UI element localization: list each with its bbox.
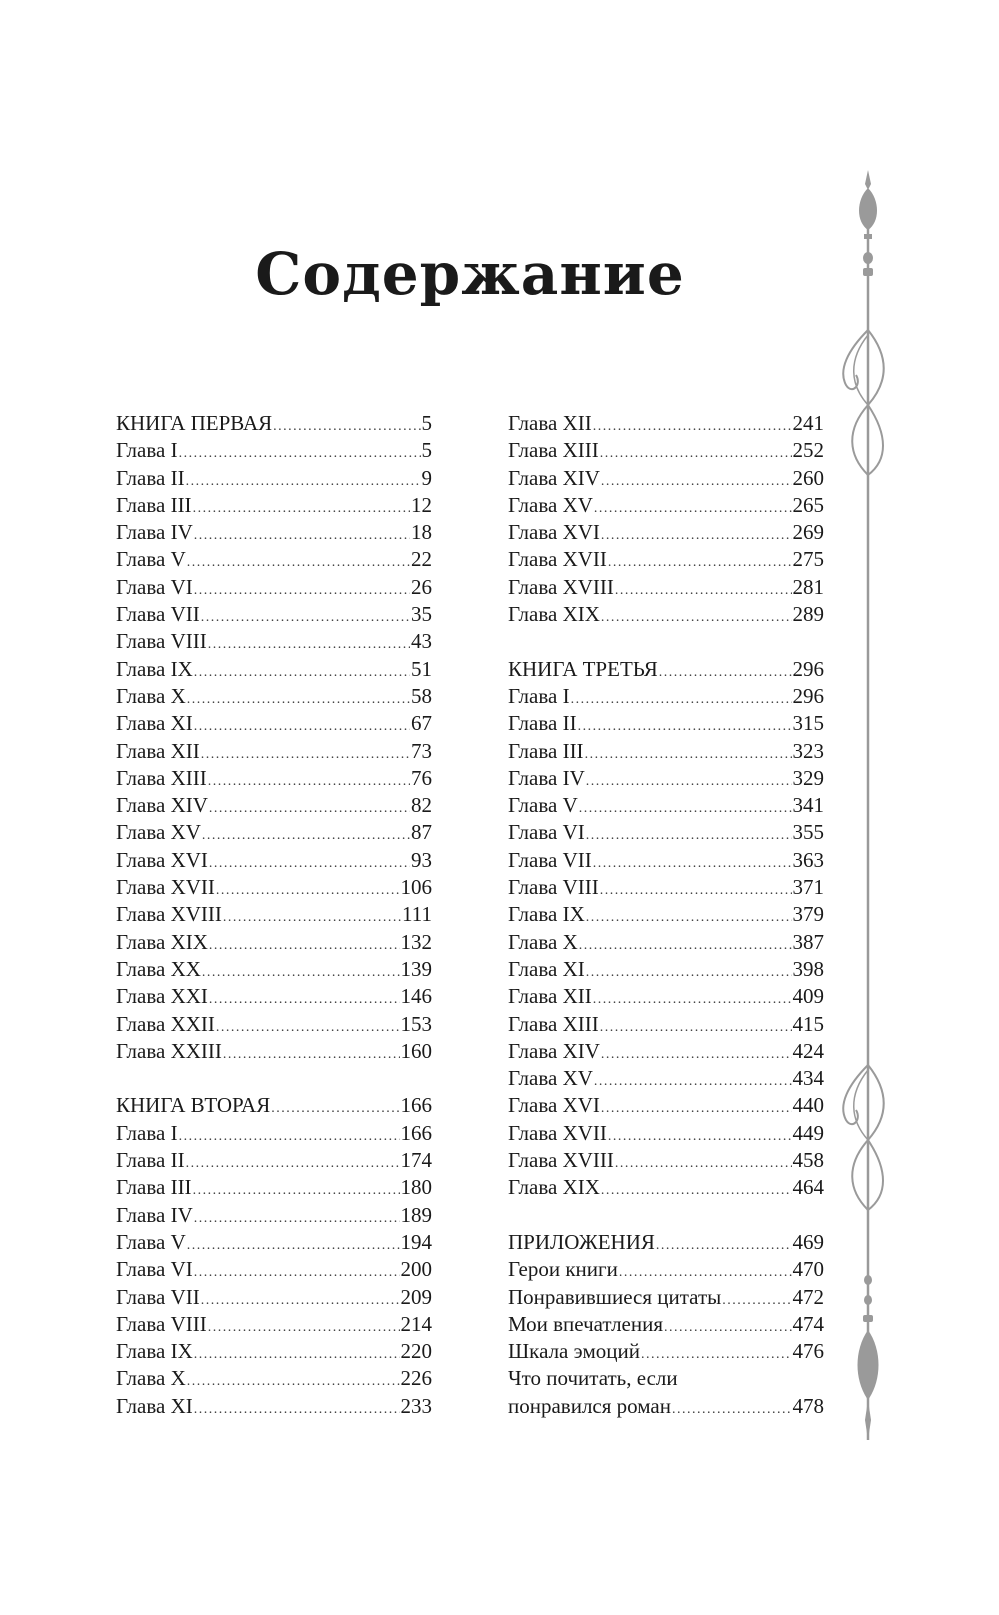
toc-page-number: 12 xyxy=(411,492,432,517)
toc-page-number: 106 xyxy=(400,875,432,900)
toc-entry xyxy=(508,1011,824,1038)
toc-entry xyxy=(508,983,824,1010)
decorative-vertical-flourish-icon xyxy=(838,170,898,1470)
toc-entry xyxy=(116,819,432,846)
toc-entry xyxy=(508,956,824,983)
dot-leader xyxy=(194,659,410,686)
toc-page-number: 93 xyxy=(411,847,432,872)
toc-page-number: 43 xyxy=(411,629,432,654)
toc-entry xyxy=(508,1311,824,1338)
toc-entry-label: понравился роман xyxy=(508,1393,671,1418)
toc-entry-label: Глава XXI xyxy=(116,984,208,1009)
toc-entry-label: Глава XII xyxy=(116,738,200,763)
toc-entry-label: Глава XIII xyxy=(508,1011,599,1036)
toc-page-number: 5 xyxy=(421,438,432,463)
toc-entry-label: Глава IV xyxy=(116,520,193,545)
dot-leader xyxy=(659,659,792,686)
dot-leader xyxy=(600,1014,792,1041)
toc-entry xyxy=(116,847,432,874)
toc-entry-label: Мои впечатления xyxy=(508,1311,664,1336)
dot-leader xyxy=(571,686,792,713)
toc-entry-label: Глава VI xyxy=(116,1257,193,1282)
toc-entry xyxy=(508,1229,824,1256)
dot-leader xyxy=(194,1205,400,1232)
toc-entry-label: Глава XVI xyxy=(508,520,600,545)
toc-entry xyxy=(508,1120,824,1147)
toc-entry-label: Глава VII xyxy=(116,1284,200,1309)
toc-entry xyxy=(116,546,432,573)
toc-entry xyxy=(508,819,824,846)
toc-entry-label: Глава I xyxy=(116,438,178,463)
dot-leader xyxy=(179,1123,400,1150)
toc-entry-label: Глава IX xyxy=(116,1339,193,1364)
toc-entry xyxy=(508,1038,824,1065)
dot-leader xyxy=(201,604,410,631)
toc-entry-label: КНИГА ВТОРАЯ xyxy=(116,1093,271,1118)
toc-right-column xyxy=(508,410,824,1420)
toc-entry-label: Понравившиеся цитаты xyxy=(508,1284,722,1309)
toc-entry xyxy=(116,519,432,546)
toc-entry-label: Глава XVIII xyxy=(116,902,222,927)
dot-leader xyxy=(615,1150,792,1177)
toc-page-number: 18 xyxy=(411,520,432,545)
toc-entry-label: Глава VIII xyxy=(116,1311,207,1336)
toc-entry xyxy=(116,738,432,765)
toc-entry xyxy=(508,874,824,901)
toc-entry xyxy=(508,1338,824,1365)
toc-page-number: 189 xyxy=(400,1202,432,1227)
toc-entry xyxy=(116,628,432,655)
toc-entry-label: Глава XVIII xyxy=(508,574,614,599)
dot-leader xyxy=(223,1041,400,1068)
toc-entry-label: Глава XI xyxy=(116,1393,193,1418)
toc-page-number: 281 xyxy=(792,574,824,599)
toc-entry xyxy=(116,437,432,464)
toc-entry-label: Глава VIII xyxy=(116,629,207,654)
toc-entry xyxy=(508,1174,824,1201)
toc-entry-label: Глава XVII xyxy=(116,875,215,900)
toc-entry-label: Глава XII xyxy=(508,984,592,1009)
toc-page-number: 329 xyxy=(792,765,824,790)
dot-leader xyxy=(600,440,792,467)
toc-entry xyxy=(508,574,824,601)
toc-entry-label: Глава II xyxy=(508,711,577,736)
toc-page-number: 82 xyxy=(411,793,432,818)
toc-entry-label: Глава X xyxy=(116,1366,186,1391)
toc-entry xyxy=(116,1311,432,1338)
toc-entry xyxy=(508,738,824,765)
toc-entry-label: Глава XI xyxy=(116,711,193,736)
toc-entry xyxy=(508,492,824,519)
toc-page-number: 341 xyxy=(792,793,824,818)
dot-leader xyxy=(608,549,792,576)
toc-entry xyxy=(116,1147,432,1174)
toc-page-number: 440 xyxy=(792,1093,824,1118)
toc-entry-label: Глава XV xyxy=(508,492,593,517)
toc-page-number: 275 xyxy=(792,547,824,572)
toc-entry xyxy=(116,929,432,956)
dot-leader xyxy=(608,1123,792,1150)
toc-entry xyxy=(116,683,432,710)
section-gap xyxy=(116,1065,432,1092)
toc-entry-label: Глава XVII xyxy=(508,547,607,572)
toc-entry-label: ПРИЛОЖЕНИЯ xyxy=(508,1229,655,1254)
dot-leader xyxy=(209,986,400,1013)
toc-entry-label: Глава III xyxy=(116,1175,192,1200)
toc-entry-label: КНИГА ТРЕТЬЯ xyxy=(508,656,658,681)
toc-entry xyxy=(116,492,432,519)
dot-leader xyxy=(271,1095,399,1122)
toc-entry-label: Глава II xyxy=(116,465,185,490)
dot-leader xyxy=(578,713,792,740)
toc-page-number: 9 xyxy=(421,465,432,490)
toc-entry-label: Глава XIV xyxy=(508,1038,600,1063)
toc-entry xyxy=(508,847,824,874)
toc-entry-label: Глава VI xyxy=(508,820,585,845)
dot-leader xyxy=(209,850,410,877)
toc-entry-label: Глава IV xyxy=(116,1202,193,1227)
dot-leader xyxy=(641,1341,792,1368)
toc-page-number: 67 xyxy=(411,711,432,736)
dot-leader xyxy=(194,1259,400,1286)
toc-page-number: 58 xyxy=(411,683,432,708)
dot-leader xyxy=(194,522,410,549)
toc-entry-label: Глава II xyxy=(116,1148,185,1173)
dot-leader xyxy=(585,741,792,768)
toc-entry xyxy=(116,1174,432,1201)
toc-entry-label: Глава IV xyxy=(508,765,585,790)
toc-entry xyxy=(508,601,824,628)
toc-page-number: 174 xyxy=(400,1148,432,1173)
dot-leader xyxy=(273,413,420,440)
toc-page-number: 252 xyxy=(792,438,824,463)
toc-entry-label: Глава XIV xyxy=(116,793,208,818)
toc-page-number: 132 xyxy=(400,929,432,954)
toc-entry xyxy=(508,1284,824,1311)
toc-page-number: 470 xyxy=(792,1257,824,1282)
toc-page-number: 363 xyxy=(792,847,824,872)
dot-leader xyxy=(656,1232,792,1259)
toc-page-number: 87 xyxy=(411,820,432,845)
toc-page-number: 160 xyxy=(400,1038,432,1063)
toc-entry xyxy=(116,1365,432,1392)
dot-leader xyxy=(209,795,410,822)
toc-page-number: 296 xyxy=(792,656,824,681)
toc-entry-label: КНИГА ПЕРВАЯ xyxy=(116,411,273,435)
toc-entry-label: Глава XVI xyxy=(508,1093,600,1118)
dot-leader xyxy=(586,904,792,931)
toc-entry-label: Глава X xyxy=(116,683,186,708)
dot-leader xyxy=(201,1287,400,1314)
toc-page-number: 200 xyxy=(400,1257,432,1282)
toc-left-column xyxy=(116,410,432,1420)
toc-entry xyxy=(116,792,432,819)
dot-leader xyxy=(209,932,400,959)
toc-entry xyxy=(116,1393,432,1420)
toc-page-number: 260 xyxy=(792,465,824,490)
toc-entry-label: Глава XV xyxy=(508,1066,593,1091)
toc-entry-label: Глава XIX xyxy=(116,929,208,954)
toc-page-number: 398 xyxy=(792,956,824,981)
toc-page-number: 289 xyxy=(792,602,824,627)
toc-page-number: 476 xyxy=(792,1339,824,1364)
dot-leader xyxy=(187,549,410,576)
toc-entry xyxy=(116,1202,432,1229)
toc-page-number: 22 xyxy=(411,547,432,572)
toc-entry-label: Глава VIII xyxy=(508,875,599,900)
toc-page-number: 387 xyxy=(792,929,824,954)
toc-entry xyxy=(508,901,824,928)
toc-entry xyxy=(508,710,824,737)
toc-entry-label: Глава XI xyxy=(508,956,585,981)
toc-page-number: 139 xyxy=(400,956,432,981)
dot-leader xyxy=(194,1396,400,1423)
toc-entry xyxy=(116,1011,432,1038)
toc-entry-label: Глава VII xyxy=(508,847,592,872)
toc-entry xyxy=(508,656,824,683)
toc-entry xyxy=(116,956,432,983)
toc-page-number: 220 xyxy=(400,1339,432,1364)
dot-leader xyxy=(664,1314,791,1341)
toc-entry xyxy=(116,1284,432,1311)
toc-entry-label: Глава XIII xyxy=(116,765,207,790)
toc-entry xyxy=(508,1256,824,1283)
toc-page-number: 214 xyxy=(400,1311,432,1336)
dot-leader xyxy=(594,495,792,522)
dot-leader xyxy=(179,440,421,467)
toc-entry xyxy=(508,410,824,437)
dot-leader xyxy=(202,959,400,986)
dot-leader xyxy=(579,795,792,822)
toc-entry-label: Глава XIX xyxy=(508,1175,600,1200)
dot-leader xyxy=(193,495,410,522)
toc-entry-label: Глава IX xyxy=(508,902,585,927)
dot-leader xyxy=(601,1177,792,1204)
toc-entry-label: Шкала эмоций xyxy=(508,1339,640,1364)
toc-entry-label: Глава XXII xyxy=(116,1011,215,1036)
section-gap xyxy=(508,1202,824,1229)
dot-leader xyxy=(615,577,792,604)
toc-entry-label: Глава XII xyxy=(508,411,592,435)
toc-entry-label: Глава XIV xyxy=(508,465,600,490)
toc-entry-label: Глава III xyxy=(116,492,192,517)
toc-page-number: 226 xyxy=(400,1366,432,1391)
toc-entry-label: Глава XXIII xyxy=(116,1038,222,1063)
toc-page-number: 472 xyxy=(792,1284,824,1309)
toc-entry xyxy=(508,437,824,464)
toc-entry xyxy=(508,1393,824,1420)
toc-page-number: 35 xyxy=(411,602,432,627)
toc-page-number: 371 xyxy=(792,875,824,900)
toc-page-number: 73 xyxy=(411,738,432,763)
toc-entry xyxy=(116,1256,432,1283)
toc-entry-label: Герои книги xyxy=(508,1257,618,1282)
toc-entry-label: Глава III xyxy=(508,738,584,763)
dot-leader xyxy=(593,850,792,877)
toc-entry xyxy=(508,765,824,792)
toc-page-number: 469 xyxy=(792,1229,824,1254)
dot-leader xyxy=(672,1396,792,1423)
dot-leader xyxy=(586,959,792,986)
dot-leader xyxy=(579,932,792,959)
dot-leader xyxy=(187,686,410,713)
dot-leader xyxy=(586,822,792,849)
toc-entry xyxy=(116,874,432,901)
section-gap xyxy=(508,628,824,655)
dot-leader xyxy=(594,1068,792,1095)
toc-entry-label: Что почитать, если xyxy=(508,1366,678,1391)
toc-entry xyxy=(508,683,824,710)
toc-entry-label: Глава XVI xyxy=(116,847,208,872)
dot-leader xyxy=(600,877,792,904)
toc-page-number: 315 xyxy=(792,711,824,736)
toc-entry xyxy=(508,792,824,819)
toc-page-number: 111 xyxy=(402,902,432,927)
toc-entry-label: Глава IX xyxy=(116,656,193,681)
toc-entry xyxy=(116,601,432,628)
dot-leader xyxy=(187,1368,400,1395)
toc-page-number: 296 xyxy=(792,683,824,708)
dot-leader xyxy=(193,1177,400,1204)
toc-entry xyxy=(116,1038,432,1065)
toc-entry xyxy=(508,1065,824,1092)
dot-leader xyxy=(601,1041,792,1068)
toc-entry xyxy=(116,465,432,492)
toc-page-number: 146 xyxy=(400,984,432,1009)
toc-page-number: 241 xyxy=(792,411,824,435)
toc-entry-label: Глава V xyxy=(508,793,578,818)
toc-page-number: 323 xyxy=(792,738,824,763)
dot-leader xyxy=(593,413,792,440)
toc-page-number: 464 xyxy=(792,1175,824,1200)
dot-leader xyxy=(619,1259,792,1286)
page-title: Содержание xyxy=(255,240,685,308)
toc-page-number: 269 xyxy=(792,520,824,545)
toc-entry xyxy=(116,983,432,1010)
toc-entry-label: Глава XVII xyxy=(508,1120,607,1145)
toc-page-number: 415 xyxy=(792,1011,824,1036)
dot-leader xyxy=(216,877,400,904)
dot-leader xyxy=(201,741,410,768)
toc-page-number: 26 xyxy=(411,574,432,599)
toc-page-number: 153 xyxy=(400,1011,432,1036)
toc-page-number: 449 xyxy=(792,1120,824,1145)
toc-entry xyxy=(116,1338,432,1365)
toc-page-number: 209 xyxy=(400,1284,432,1309)
dot-leader xyxy=(593,986,792,1013)
toc-entry xyxy=(116,710,432,737)
dot-leader xyxy=(601,604,792,631)
dot-leader xyxy=(208,631,410,658)
toc-page-number: 409 xyxy=(792,984,824,1009)
toc-entry-label: Глава XIX xyxy=(508,602,600,627)
toc-page-number: 233 xyxy=(400,1393,432,1418)
toc-entry xyxy=(116,1229,432,1256)
toc-entry xyxy=(116,765,432,792)
dot-leader xyxy=(223,904,401,931)
toc-page-number: 76 xyxy=(411,765,432,790)
toc-entry xyxy=(116,410,432,437)
toc-page-number: 478 xyxy=(792,1393,824,1418)
dot-leader xyxy=(216,1014,400,1041)
toc-entry-label: Глава I xyxy=(508,683,570,708)
toc-page-number: 194 xyxy=(400,1229,432,1254)
toc-page-number: 51 xyxy=(411,656,432,681)
dot-leader xyxy=(208,1314,400,1341)
toc-page-number: 265 xyxy=(792,492,824,517)
toc-entry xyxy=(116,1092,432,1119)
toc-entry xyxy=(508,929,824,956)
toc-page-number: 5 xyxy=(421,411,432,435)
toc-page-number: 166 xyxy=(400,1093,432,1118)
dot-leader xyxy=(186,1150,400,1177)
toc-entry xyxy=(508,1147,824,1174)
dot-leader xyxy=(208,768,410,795)
toc-entry xyxy=(116,574,432,601)
dot-leader xyxy=(194,1341,400,1368)
toc-entry-label: Глава X xyxy=(508,929,578,954)
toc-entry xyxy=(508,546,824,573)
dot-leader xyxy=(601,1095,792,1122)
toc-entry-label: Глава XVIII xyxy=(508,1148,614,1173)
toc-page-number: 355 xyxy=(792,820,824,845)
toc-entry-label: Глава I xyxy=(116,1120,178,1145)
dot-leader xyxy=(194,713,410,740)
toc-entry xyxy=(116,1120,432,1147)
dot-leader xyxy=(187,1232,400,1259)
dot-leader xyxy=(722,1287,791,1314)
toc-entry xyxy=(116,656,432,683)
toc-page-number: 458 xyxy=(792,1148,824,1173)
toc-page-number: 180 xyxy=(400,1175,432,1200)
toc-entry xyxy=(508,465,824,492)
toc-page-number: 474 xyxy=(792,1311,824,1336)
toc-entry-label: Глава VII xyxy=(116,602,200,627)
toc-entry-label: Глава XX xyxy=(116,956,201,981)
toc-page-number: 424 xyxy=(792,1038,824,1063)
toc-entry-label: Глава V xyxy=(116,1229,186,1254)
dot-leader xyxy=(202,822,410,849)
toc-page-number: 166 xyxy=(400,1120,432,1145)
toc-entry-label: Глава XIII xyxy=(508,438,599,463)
dot-leader xyxy=(186,468,421,495)
toc-page-number: 379 xyxy=(792,902,824,927)
dot-leader xyxy=(601,468,792,495)
toc-entry xyxy=(508,519,824,546)
toc-entry xyxy=(508,1092,824,1119)
toc-entry-label: Глава XV xyxy=(116,820,201,845)
toc-entry-label: Глава VI xyxy=(116,574,193,599)
toc-page-number: 434 xyxy=(792,1066,824,1091)
toc-entry xyxy=(116,901,432,928)
dot-leader xyxy=(586,768,792,795)
toc-entry-label: Глава V xyxy=(116,547,186,572)
dot-leader xyxy=(194,577,410,604)
dot-leader xyxy=(601,522,792,549)
